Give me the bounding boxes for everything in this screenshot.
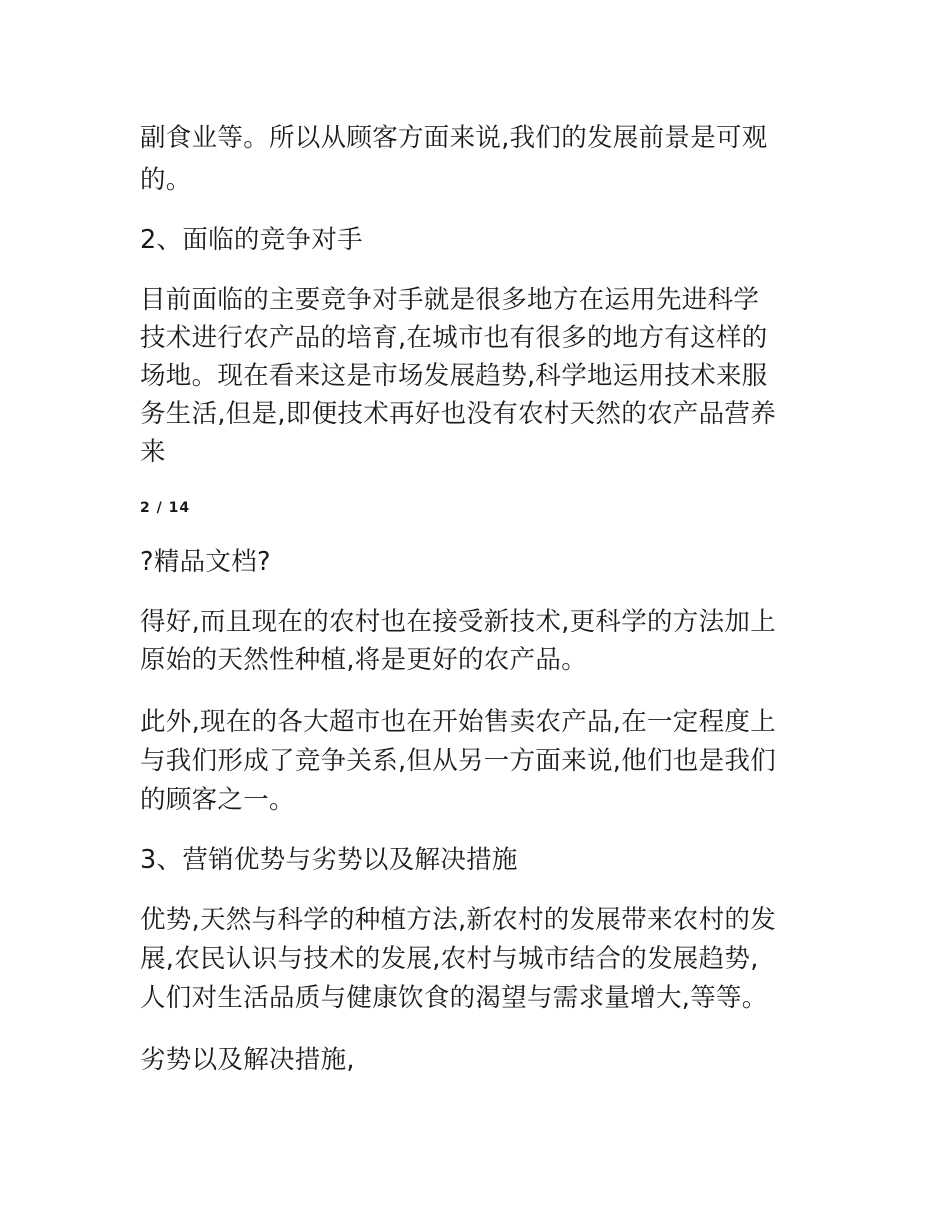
paragraph-line: 劣势以及解决措施, xyxy=(140,1045,355,1075)
paragraph-line: 技术进行农产品的培育,在城市也有很多的地方有这样的 xyxy=(140,323,768,353)
watermark-header: ?精品文档? xyxy=(140,547,271,577)
page-number: 2 / 14 xyxy=(140,500,191,516)
paragraph-line: 场地。现在看来这是市场发展趋势,科学地运用技术来服 xyxy=(140,361,768,391)
paragraph-line: 优势,天然与科学的种植方法,新农村的发展带来农村的发 xyxy=(140,905,777,935)
paragraph-line: 与我们形成了竞争关系,但从另一方面来说,他们也是我们 xyxy=(140,746,777,776)
section-heading-2: 2、面临的竞争对手 xyxy=(140,225,363,255)
paragraph-line: 展,农民认识与技术的发展,农村与城市结合的发展趋势, xyxy=(140,944,759,974)
paragraph-line: 原始的天然性种植,将是更好的农产品。 xyxy=(140,645,588,675)
paragraph-line: 副食业等。所以从顾客方面来说,我们的发展前景是可观 xyxy=(140,123,768,153)
paragraph-line: 此外,现在的各大超市也在开始售卖农产品,在一定程度上 xyxy=(140,707,777,737)
paragraph-line: 目前面临的主要竞争对手就是很多地方在运用先进科学 xyxy=(140,285,760,315)
paragraph-line: 的顾客之一。 xyxy=(140,785,295,815)
paragraph-line: 来 xyxy=(140,437,166,467)
section-heading-3: 3、营销优势与劣势以及解决措施 xyxy=(140,845,518,875)
paragraph-line: 务生活,但是,即便技术再好也没有农村天然的农产品营养 xyxy=(140,399,777,429)
paragraph-line: 人们对生活品质与健康饮食的渴望与需求量增大,等等。 xyxy=(140,983,768,1013)
paragraph-line: 得好,而且现在的农村也在接受新技术,更科学的方法加上 xyxy=(140,607,777,637)
paragraph-line: 的。 xyxy=(140,165,192,195)
